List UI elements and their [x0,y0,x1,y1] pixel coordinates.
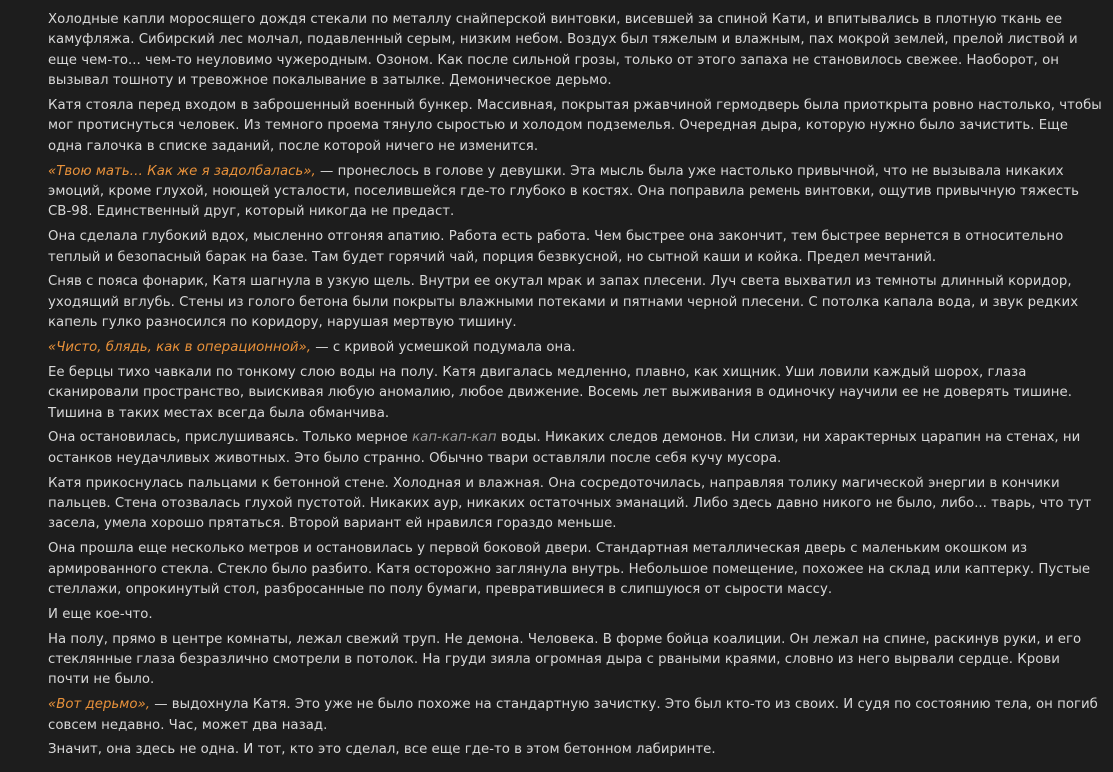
paragraph-text: — пронеслось в голове у девушки. Эта мысль была уже настолько привычной, что не вызывала никаких эмоций, кроме глухой, ноющей усталости, поселившейся где-то глубоко в костях. Она поправила ремень винтовки, ощутив привычную тяжесть СВ-98. Единственный друг, который никогда не предаст. [48,163,1079,220]
paragraph-text: Она остановилась, прислушиваясь. Только мерное [48,430,413,446]
paragraph-11: И еще кое-что. [48,606,153,622]
paragraph-1: Холодные капли моросящего дождя стекали по металлу снайперской винтовки, висевшей за спиной Кати, и впитывались в плотную ткань ее камуфляжа. Сибирский лес молчал, подавленный серым, низким небом. Воздух был тяжелым и влажным, пах мокрой землей, прелой листвой и еще чем-то... чем-то неуловимо чужеродным. Озоном. Как после сильной грозы, только от этого запаха не становилось свежее. Наоборот, он вызывал тошноту и тревожное покалывание в затылке. Демоническое дерьмо. [48,12,1078,89]
inner-thought: «Твою мать… Как же я задолбалась», [48,163,316,179]
paragraph-13 [48,695,1104,736]
paragraph-14: Значит, она здесь не одна. И тот, кто это сделал, все еще где-то в этом бетонном лабиринте. [48,742,716,758]
paragraph-text: воды. Никаких следов демонов. Ни слизи, ни характерных царапин на стенах, ни останков неудачливых животных. Это было странно. Обычно твари оставляли после себя кучу мусора. [48,430,1081,466]
story-text [48,10,1104,765]
paragraph-12: На полу, прямо в центре комнаты, лежал свежий труп. Не демона. Человека. В форме бойца коалиции. Он лежал на спине, раскинув руки, и его стеклянные глаза безразлично смотрели в потолок. На груди зияла огромная дыра с рваными краями, словно из него вырвали сердце. Крови почти не было. [48,631,1082,688]
paragraph-6 [48,338,1104,358]
paragraph-3 [48,162,1104,223]
paragraph-4: Она сделала глубокий вдох, мысленно отгоняя апатию. Работа есть работа. Чем быстрее она закончит, тем быстрее вернется в относительно теплый и безопасный барак на базе. Там будет горячий чай, порция безвкусной, но сытной каши и койка. Предел мечтаний. [48,229,1064,265]
paragraph-7: Ее берцы тихо чавкали по тонкому слою воды на полу. Катя двигалась медленно, плавно, как хищник. Уши ловили каждый шорох, глаза сканировали пространство, выискивая любую аномалию, любое движение. Восемь лет выживания в одиночку научили ее не доверять тишине. Тишина в таких местах всегда была обманчива. [48,364,1072,421]
paragraph-10: Она прошла еще несколько метров и остановилась у первой боковой двери. Стандартная металлическая дверь с маленьким окошком из армированного стекла. Стекло было разбито. Катя осторожно заглянула внутрь. Небольшое помещение, похожее на склад или каптерку. Пустые стеллажи, опрокинутый стол, разбросанные по полу бумаги, превратившиеся в слипшуюся от сырости массу. [48,541,1091,598]
paragraph-5: Сняв с пояса фонарик, Катя шагнула в узкую щель. Внутри ее окутал мрак и запах плесени. Луч света выхватил из темноты длинный коридор, уходящий вглубь. Стены из голого бетона были покрыты влажными потеками и пятнами черной плесени. С потолка капала вода, и звук редких капель гулко разносился по коридору, нарушая мертвую тишину. [48,274,1079,331]
paragraph-9: Катя прикоснулась пальцами к бетонной стене. Холодная и влажная. Она сосредоточилась, направляя толику магической энергии в кончики пальцев. Стена отозвалась глухой пустотой. Никаких аур, никаких остаточных эманаций. Либо здесь давно никого не было, либо... тварь, что тут засела, умела хорошо прятаться. Второй вариант ей нравился гораздо меньше. [48,475,1092,532]
paragraph-2: Катя стояла перед входом в заброшенный военный бункер. Массивная, покрытая ржавчиной гермодверь была приоткрыта ровно настолько, чтобы мог протиснуться человек. Из темного проема тянуло сыростью и холодом подземелья. Очередная дыра, которую нужно было зачистить. Еще одна галочка в списке заданий, после которой ничего не изменится. [48,98,1102,154]
paragraph-8 [48,428,1104,469]
inner-thought: «Чисто, блядь, как в операционной», [48,340,312,356]
sound-effect: кап-кап-кап [412,430,497,446]
inner-thought: «Вот дерьмо», [48,697,150,713]
paragraph-text: — с кривой усмешкой подумала она. [311,340,576,356]
paragraph-text: — выдохнула Катя. Это уже не было похоже на стандартную зачистку. Это был кто-то из своих. И судя по состоянию тела, он погиб совсем недавно. Час, может два назад. [48,697,1098,733]
